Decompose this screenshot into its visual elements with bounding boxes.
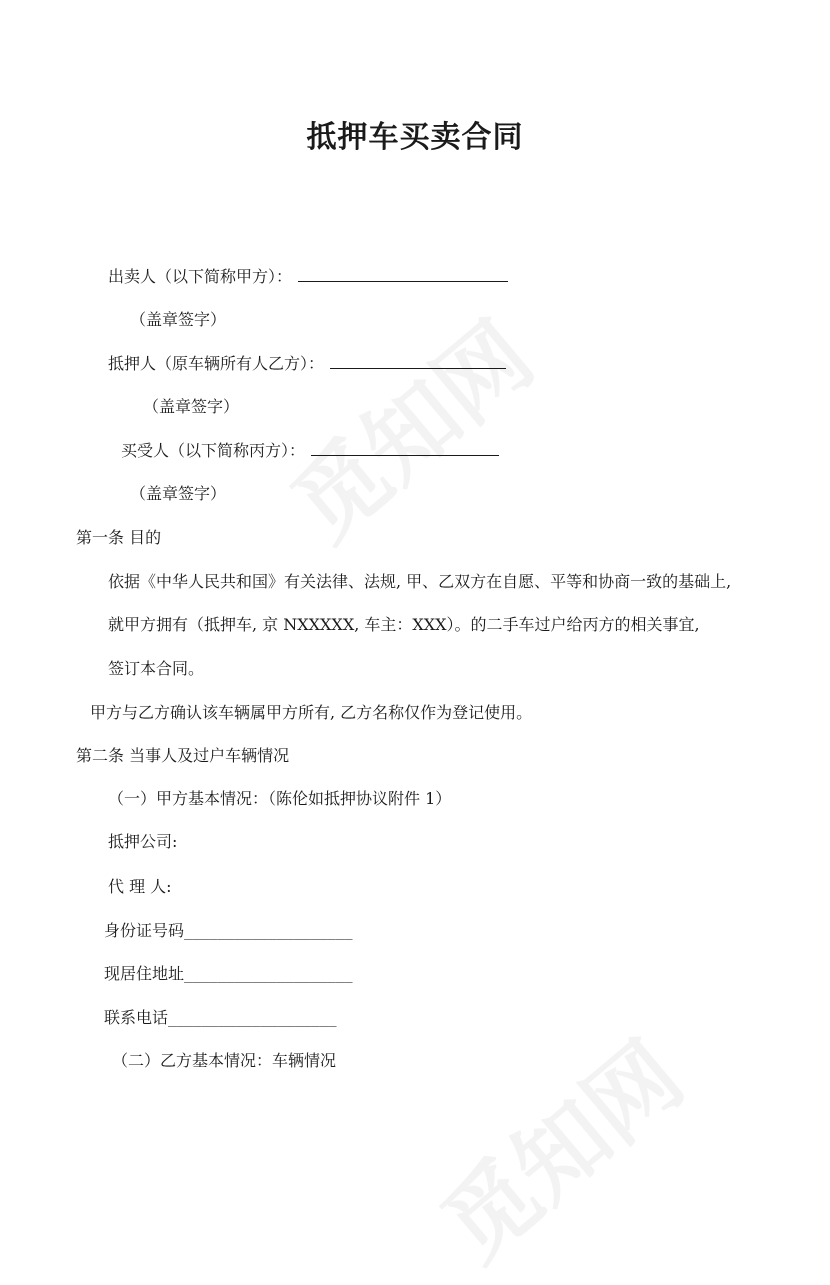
agent-label: 代 理 人: bbox=[108, 877, 172, 896]
phone-label: 联系电话 bbox=[104, 1008, 169, 1027]
address-label: 现居住地址 bbox=[104, 964, 185, 983]
phone-blank[interactable]: ____________________ bbox=[168, 1011, 337, 1027]
buyer-signature-blank[interactable] bbox=[311, 441, 499, 456]
mortgagor-line bbox=[108, 353, 506, 375]
id-number-blank[interactable]: ____________________ bbox=[184, 924, 353, 940]
watermark bbox=[260, 287, 556, 566]
seller-signature-blank[interactable] bbox=[298, 267, 508, 282]
mortgagor-sign-note: （盖章签字） bbox=[143, 397, 240, 416]
watermark bbox=[410, 1007, 706, 1285]
address-line bbox=[104, 963, 353, 986]
article2-heading: 第二条 当事人及过户车辆情况 bbox=[76, 746, 290, 765]
article2-sub1: （一）甲方基本情况：（陈伦如抵押协议附件 1） bbox=[108, 789, 452, 808]
seller-label: 出卖人（以下简称甲方）： bbox=[108, 267, 293, 286]
buyer-label: 买受人（以下简称丙方）： bbox=[121, 441, 306, 460]
id-number-label: 身份证号码 bbox=[104, 921, 185, 940]
buyer-line bbox=[121, 440, 499, 462]
company-label: 抵押公司: bbox=[108, 832, 178, 851]
phone-line bbox=[104, 1007, 337, 1030]
article1-confirm: 甲方与乙方确认该车辆属甲方所有, 乙方名称仅作为登记使用。 bbox=[90, 703, 533, 722]
article2-sub2: （二）乙方基本情况：车辆情况 bbox=[112, 1051, 337, 1070]
mortgagor-signature-blank[interactable] bbox=[330, 354, 506, 369]
document-title: 抵押车买卖合同 bbox=[306, 120, 524, 155]
buyer-sign-note: （盖章签字） bbox=[130, 484, 227, 503]
mortgagor-label: 抵押人（原车辆所有人乙方）： bbox=[108, 354, 325, 373]
article1-para-line1: 依据《中华人民共和国》有关法律、法规, 甲、乙双方在自愿、平等和协商一致的基础上, bbox=[108, 572, 732, 591]
seller-line bbox=[108, 266, 508, 288]
article1-heading: 第一条 目的 bbox=[76, 528, 162, 547]
address-blank[interactable]: ____________________ bbox=[184, 967, 353, 983]
article1-para-line2: 就甲方拥有（抵押车, 京 NXXXXX, 车主：XXX）。的二手车过户给丙方的相关事宜, bbox=[108, 615, 700, 634]
seller-sign-note: （盖章签字） bbox=[130, 310, 227, 329]
article1-para-line3: 签订本合同。 bbox=[108, 659, 205, 678]
id-number-line bbox=[104, 920, 353, 943]
